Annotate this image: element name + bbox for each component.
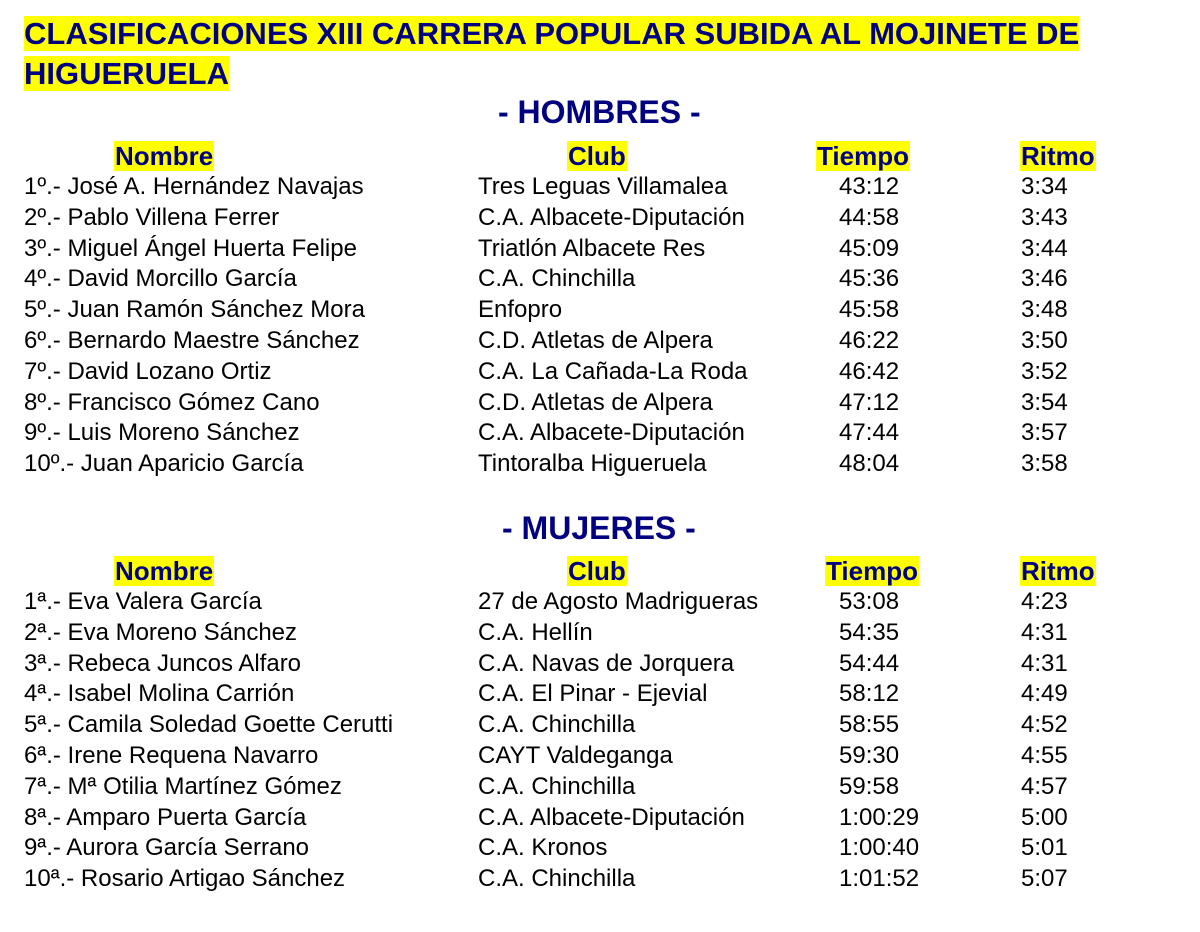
runner-name: 8ª.- Amparo Puerta García xyxy=(24,803,307,831)
runner-club: C.A. Albacete-Diputación xyxy=(478,419,745,447)
runner-club: Enfopro xyxy=(478,296,563,324)
runner-name: 3º.- Miguel Ángel Huerta Felipe xyxy=(24,234,357,262)
runner-club: C.A. Chinchilla xyxy=(478,265,636,293)
result-row xyxy=(24,710,1184,741)
result-row xyxy=(24,203,1184,234)
runner-time: 59:58 xyxy=(839,772,900,800)
runner-name: 1ª.- Eva Valera García xyxy=(24,588,262,615)
runner-time: 58:12 xyxy=(839,680,900,708)
runner-name: 3ª.- Rebeca Juncos Alfaro xyxy=(24,649,302,677)
men-header-time: Tiempo xyxy=(817,141,909,171)
result-row xyxy=(24,357,1184,388)
men-header-club: Club xyxy=(568,141,626,171)
result-row xyxy=(24,741,1184,772)
men-results-table xyxy=(24,172,1184,480)
runner-club: C.A. La Cañada-La Roda xyxy=(478,357,748,385)
runner-name: 2ª.- Eva Moreno Sánchez xyxy=(24,618,298,646)
men-header-name: Nombre xyxy=(115,141,214,171)
runner-time: 47:44 xyxy=(839,419,900,447)
runner-time: 46:22 xyxy=(839,326,900,354)
runner-time: 45:09 xyxy=(839,234,900,262)
result-row xyxy=(24,388,1184,419)
runner-club: C.A. Kronos xyxy=(478,834,608,862)
result-row xyxy=(24,803,1184,834)
runner-name: 2º.- Pablo Villena Ferrer xyxy=(24,203,280,231)
document-title: CLASIFICACIONES XIII CARRERA POPULAR SUBIDA AL MOJINETE DE HIGUERUELA xyxy=(24,16,1080,91)
women-header-time: Tiempo xyxy=(826,556,918,586)
runner-name: 4ª.- Isabel Molina Carrión xyxy=(24,680,295,708)
runner-name: 4º.- David Morcillo García xyxy=(24,265,297,293)
runner-name: 9º.- Luis Moreno Sánchez xyxy=(24,419,300,447)
runner-pace: 3:52 xyxy=(1021,357,1068,385)
runner-pace: 3:34 xyxy=(1021,173,1068,200)
runner-time: 47:12 xyxy=(839,388,900,416)
runner-time: 53:08 xyxy=(839,588,900,615)
runner-pace: 3:44 xyxy=(1021,234,1068,262)
result-row xyxy=(24,418,1184,449)
runner-name: 9ª.- Aurora García Serrano xyxy=(24,834,310,862)
runner-pace: 3:48 xyxy=(1021,296,1068,324)
men-header-pace: Ritmo xyxy=(1021,141,1095,171)
runner-club: C.A. Albacete-Diputación xyxy=(478,203,745,231)
runner-time: 58:55 xyxy=(839,711,900,739)
runner-name: 7ª.- Mª Otilia Martínez Gómez xyxy=(24,772,342,800)
runner-time: 1:00:40 xyxy=(839,834,920,862)
result-row xyxy=(24,587,1184,618)
result-row xyxy=(24,264,1184,295)
result-row xyxy=(24,649,1184,680)
women-results-table xyxy=(24,587,1184,895)
runner-club: Tres Leguas Villamalea xyxy=(478,173,728,200)
runner-pace: 3:50 xyxy=(1021,326,1068,354)
runner-pace: 3:54 xyxy=(1021,388,1068,416)
runner-club: Tintoralba Higueruela xyxy=(478,450,707,478)
runner-pace: 3:43 xyxy=(1021,203,1068,231)
women-section-heading: - MUJERES - xyxy=(502,510,696,546)
women-header-pace: Ritmo xyxy=(1021,556,1095,586)
runner-pace: 4:31 xyxy=(1021,649,1068,677)
runner-club: C.A. Navas de Jorquera xyxy=(478,649,735,677)
runner-pace: 4:55 xyxy=(1021,741,1068,769)
women-header-club: Club xyxy=(568,556,626,586)
runner-pace: 3:58 xyxy=(1021,450,1068,478)
runner-pace: 4:57 xyxy=(1021,772,1068,800)
runner-time: 48:04 xyxy=(839,450,900,478)
runner-pace: 4:31 xyxy=(1021,618,1068,646)
runner-time: 54:44 xyxy=(839,649,900,677)
result-row xyxy=(24,449,1184,480)
result-row xyxy=(24,295,1184,326)
runner-club: C.A. El Pinar - Ejevial xyxy=(478,680,708,708)
runner-club: Triatlón Albacete Res xyxy=(478,234,706,262)
result-row xyxy=(24,326,1184,357)
runner-pace: 4:23 xyxy=(1021,588,1068,615)
runner-pace: 4:52 xyxy=(1021,711,1068,739)
result-row xyxy=(24,772,1184,803)
runner-club: C.A. Chinchilla xyxy=(478,711,636,739)
runner-name: 6ª.- Irene Requena Navarro xyxy=(24,741,319,769)
men-section-heading: - HOMBRES - xyxy=(498,94,701,130)
runner-club: C.A. Hellín xyxy=(478,618,593,646)
runner-club: 27 de Agosto Madrigueras xyxy=(478,588,759,615)
runner-pace: 5:01 xyxy=(1021,834,1068,862)
result-row xyxy=(24,172,1184,203)
result-row xyxy=(24,864,1184,895)
runner-pace: 5:07 xyxy=(1021,865,1068,893)
runner-time: 46:42 xyxy=(839,357,900,385)
runner-name: 7º.- David Lozano Ortiz xyxy=(24,357,272,385)
women-header-name: Nombre xyxy=(115,556,214,586)
runner-time: 1:00:29 xyxy=(839,803,920,831)
runner-time: 59:30 xyxy=(839,741,900,769)
runner-time: 45:36 xyxy=(839,265,900,293)
runner-name: 8º.- Francisco Gómez Cano xyxy=(24,388,320,416)
runner-club: C.D. Atletas de Alpera xyxy=(478,326,713,354)
runner-club: C.D. Atletas de Alpera xyxy=(478,388,713,416)
runner-name: 10ª.- Rosario Artigao Sánchez xyxy=(24,865,346,893)
runner-club: CAYT Valdeganga xyxy=(478,741,673,769)
runner-pace: 4:49 xyxy=(1021,680,1068,708)
runner-pace: 3:46 xyxy=(1021,265,1068,293)
runner-pace: 3:57 xyxy=(1021,419,1068,447)
runner-time: 54:35 xyxy=(839,618,900,646)
runner-club: C.A. Albacete-Diputación xyxy=(478,803,745,831)
runner-name: 1º.- José A. Hernández Navajas xyxy=(24,173,364,200)
runner-time: 1:01:52 xyxy=(839,865,920,893)
runner-time: 43:12 xyxy=(839,173,900,200)
runner-club: C.A. Chinchilla xyxy=(478,865,636,893)
runner-pace: 5:00 xyxy=(1021,803,1068,831)
result-row xyxy=(24,679,1184,710)
result-row xyxy=(24,833,1184,864)
runner-time: 45:58 xyxy=(839,296,900,324)
result-row xyxy=(24,618,1184,649)
runner-name: 5ª.- Camila Soledad Goette Cerutti xyxy=(24,711,394,739)
runner-club: C.A. Chinchilla xyxy=(478,772,636,800)
runner-name: 10º.- Juan Aparicio García xyxy=(24,450,304,478)
runner-name: 5º.- Juan Ramón Sánchez Mora xyxy=(24,296,365,324)
result-row xyxy=(24,234,1184,265)
runner-time: 44:58 xyxy=(839,203,900,231)
runner-name: 6º.- Bernardo Maestre Sánchez xyxy=(24,326,360,354)
